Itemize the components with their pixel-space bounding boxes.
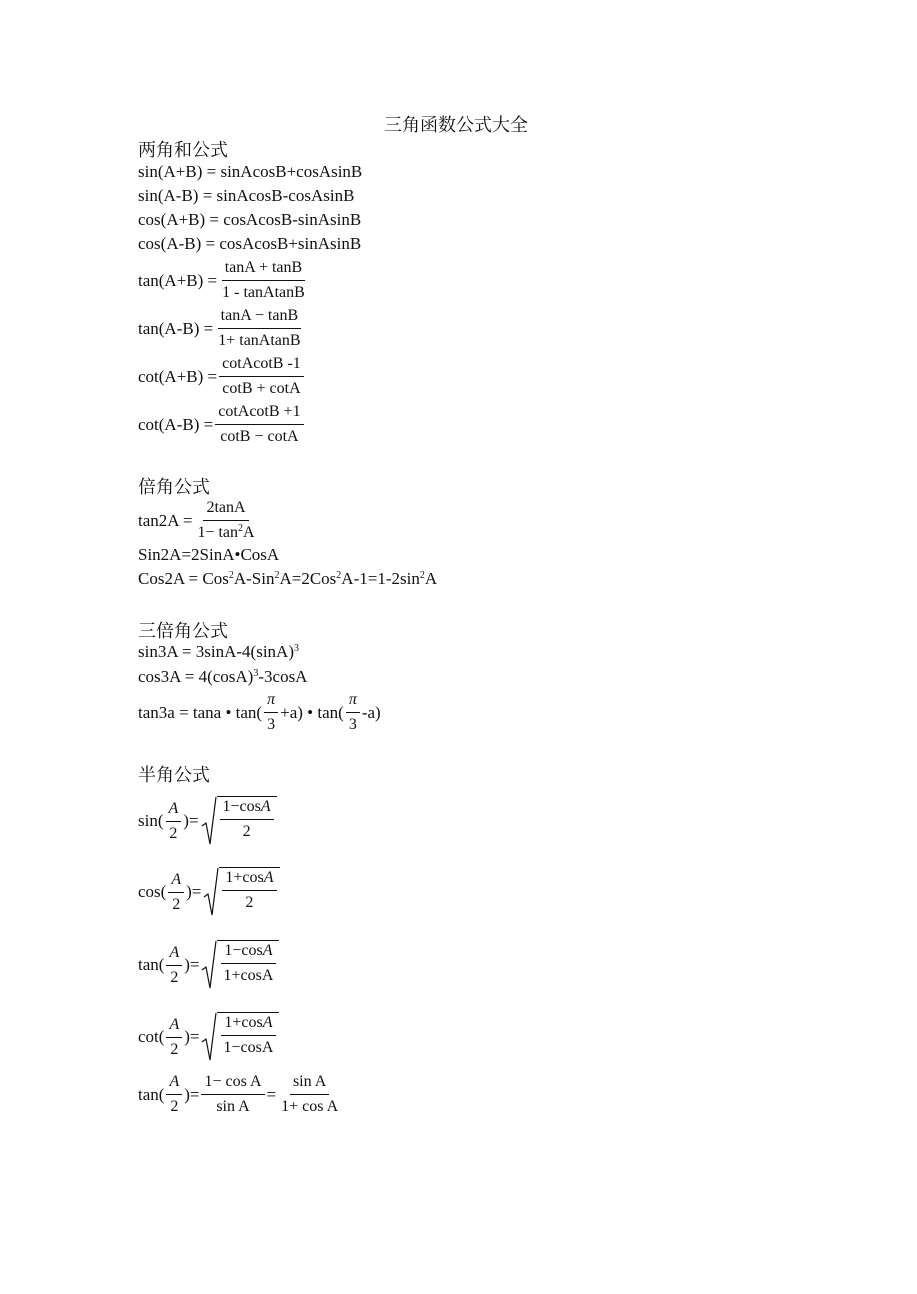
formula-tan-half-alt bbox=[138, 1072, 343, 1117]
sqrt-icon bbox=[203, 867, 219, 917]
formula-lhs: tan(A+B) = bbox=[138, 270, 218, 290]
text-part: 1−cos bbox=[222, 798, 261, 815]
formula-cos-diff: cos(A-B) = cosAcosB+sinAsinB bbox=[138, 234, 362, 253]
text-part: 1−cos bbox=[223, 1039, 262, 1056]
denominator bbox=[194, 521, 257, 543]
formula-lhs: cot(A-B) = bbox=[138, 414, 214, 434]
numerator: sin A bbox=[290, 1072, 329, 1095]
denominator: sin A bbox=[216, 1098, 250, 1115]
text-part: +a) • tan( bbox=[280, 702, 344, 722]
numerator: A bbox=[166, 1072, 182, 1095]
sqrt bbox=[201, 796, 277, 846]
denominator: cotB − cotA bbox=[220, 428, 299, 445]
denominator: 3 bbox=[267, 716, 276, 733]
formula-tan2a bbox=[138, 498, 260, 543]
fraction bbox=[201, 1072, 264, 1117]
formula-cos3a bbox=[138, 667, 307, 687]
numerator: A bbox=[166, 943, 182, 966]
numerator: cotAcotB -1 bbox=[219, 354, 304, 377]
text-part: -3cosA bbox=[258, 667, 308, 686]
numerator: π bbox=[264, 690, 278, 713]
text-part: = bbox=[266, 1084, 277, 1104]
fraction bbox=[166, 1015, 182, 1060]
exponent: 2 bbox=[336, 570, 342, 581]
exponent: 2 bbox=[238, 523, 244, 534]
section-heading-triple: 三倍角公式 bbox=[138, 621, 228, 641]
text-part: )= bbox=[184, 955, 200, 974]
formula-lhs: tan2A = bbox=[138, 510, 193, 530]
fraction bbox=[278, 1072, 341, 1117]
fraction bbox=[166, 1072, 182, 1117]
formula-lhs: tan(A-B) = bbox=[138, 318, 214, 338]
text-part: A bbox=[261, 967, 274, 984]
formula-sin3a bbox=[138, 642, 299, 662]
formula-sin-sum: sin(A+B) = sinAcosB+cosAsinB bbox=[138, 162, 363, 181]
text-part: 1−cos bbox=[224, 942, 263, 959]
denominator: 2 bbox=[170, 1098, 179, 1115]
formula-tan3a bbox=[138, 690, 381, 735]
text-part: Cos2A = Cos bbox=[138, 569, 229, 588]
sqrt bbox=[201, 1012, 279, 1062]
numerator bbox=[221, 941, 275, 964]
denominator: 2 bbox=[172, 895, 181, 913]
denominator: 2 bbox=[170, 968, 179, 986]
text-part: sin3A = 3sinA-4(sinA) bbox=[138, 642, 294, 661]
formula-cot-half bbox=[138, 1012, 279, 1062]
text-part: A bbox=[263, 869, 274, 886]
formula-cot-sum bbox=[138, 354, 306, 399]
text-part: 1+cos bbox=[224, 1014, 263, 1031]
exponent: 3 bbox=[253, 668, 259, 679]
numerator: A bbox=[168, 870, 184, 893]
formula-cot-diff bbox=[138, 402, 306, 447]
fraction bbox=[166, 943, 182, 988]
denominator: 2 bbox=[242, 823, 251, 840]
numerator: A bbox=[166, 799, 182, 822]
fraction bbox=[346, 690, 360, 735]
text-part: -a) bbox=[361, 702, 381, 722]
formula-tan-sum bbox=[138, 258, 310, 303]
exponent: 2 bbox=[419, 570, 425, 581]
numerator: tanA − tanB bbox=[218, 306, 301, 329]
section-heading-half: 半角公式 bbox=[138, 765, 210, 785]
formula-sin-half bbox=[138, 796, 277, 846]
fraction bbox=[166, 799, 182, 844]
denominator: 2 bbox=[169, 824, 178, 842]
fraction bbox=[194, 498, 257, 543]
exponent: 2 bbox=[228, 570, 234, 581]
numerator: π bbox=[346, 690, 360, 713]
numerator: cotAcotB +1 bbox=[215, 402, 303, 425]
formula-cos-half bbox=[138, 867, 280, 917]
sqrt-fraction bbox=[217, 1012, 279, 1062]
text-part: )= bbox=[184, 1084, 200, 1104]
numerator: tanA + tanB bbox=[222, 258, 305, 281]
numerator: A bbox=[166, 1015, 182, 1038]
denominator: 2 bbox=[245, 894, 254, 911]
den-part: A bbox=[243, 524, 255, 541]
fraction bbox=[168, 870, 184, 915]
sqrt-icon bbox=[201, 940, 217, 990]
fraction bbox=[215, 402, 303, 447]
text-part: A=2Cos bbox=[279, 569, 337, 588]
fraction bbox=[215, 306, 303, 351]
formula-cos-sum: cos(A+B) = cosAcosB-sinAsinB bbox=[138, 210, 362, 229]
text-part: sin( bbox=[138, 811, 164, 830]
formula-tan-diff bbox=[138, 306, 306, 351]
text-part: )= bbox=[184, 1027, 200, 1046]
exponent: 3 bbox=[293, 643, 299, 654]
text-part: cot( bbox=[138, 1027, 165, 1046]
text-part: A-1=1-2sin bbox=[341, 569, 420, 588]
numerator bbox=[220, 797, 274, 820]
text-part: A bbox=[424, 569, 438, 588]
text-part: )= bbox=[186, 882, 202, 901]
exponent: 2 bbox=[274, 570, 280, 581]
sqrt bbox=[201, 940, 279, 990]
numerator: 2tanA bbox=[203, 498, 248, 521]
numerator: 1− cos A bbox=[201, 1072, 264, 1095]
section-heading-sum: 两角和公式 bbox=[138, 140, 228, 160]
text-part: A bbox=[262, 942, 273, 959]
sqrt bbox=[203, 867, 279, 917]
text-part: tan( bbox=[138, 1084, 165, 1104]
denominator: 3 bbox=[348, 716, 357, 733]
denominator: cotB + cotA bbox=[222, 380, 301, 397]
text-part: cos( bbox=[138, 882, 167, 901]
page-title: 三角函数公式大全 bbox=[384, 115, 528, 135]
denominator: 1+ cos A bbox=[281, 1098, 339, 1115]
text-part: A bbox=[262, 1014, 273, 1031]
text-part: tan3a = tana • tan( bbox=[138, 702, 263, 722]
denominator bbox=[220, 964, 276, 986]
formula-tan-half bbox=[138, 940, 279, 990]
formula-cos2a bbox=[138, 569, 437, 589]
numerator bbox=[221, 1013, 275, 1036]
formula-sin2a: Sin2A=2SinA•CosA bbox=[138, 545, 280, 564]
text-part: A bbox=[260, 798, 271, 815]
numerator bbox=[222, 868, 276, 891]
text-part: 1+cos bbox=[225, 869, 264, 886]
sqrt-fraction bbox=[217, 940, 279, 990]
fraction bbox=[219, 258, 308, 303]
sqrt-fraction bbox=[219, 867, 279, 917]
sqrt-icon bbox=[201, 796, 217, 846]
den-part: 1− tan bbox=[197, 524, 239, 541]
sqrt-fraction bbox=[217, 796, 277, 846]
denominator: 2 bbox=[170, 1040, 179, 1058]
formula-sin-diff: sin(A-B) = sinAcosB-cosAsinB bbox=[138, 186, 355, 205]
fraction bbox=[219, 354, 304, 399]
section-heading-double: 倍角公式 bbox=[138, 477, 210, 497]
fraction bbox=[264, 690, 278, 735]
denominator bbox=[220, 1036, 276, 1058]
text-part: cos3A = 4(cosA) bbox=[138, 667, 254, 686]
denominator: 1+ tanAtanB bbox=[218, 332, 301, 349]
text-part: tan( bbox=[138, 955, 165, 974]
text-part: 1+cos bbox=[223, 967, 262, 984]
text-part: A bbox=[261, 1039, 274, 1056]
sqrt-icon bbox=[201, 1012, 217, 1062]
denominator: 1 - tanAtanB bbox=[222, 284, 305, 301]
formula-lhs: cot(A+B) = bbox=[138, 366, 218, 386]
text-part: )= bbox=[183, 811, 199, 830]
text-part: A-Sin bbox=[233, 569, 275, 588]
